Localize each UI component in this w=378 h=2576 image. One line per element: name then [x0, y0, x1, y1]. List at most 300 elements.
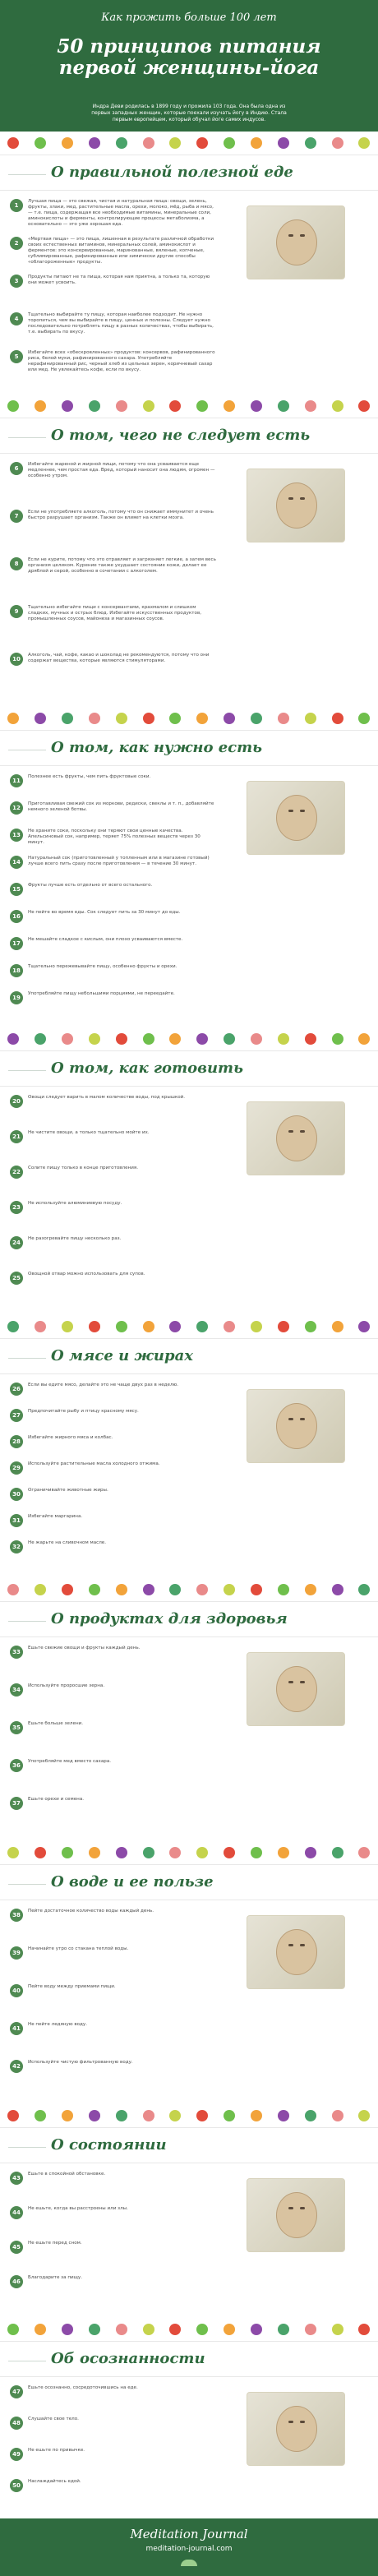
vegetable-icon [7, 2324, 19, 2335]
rule-text: Избегайте всех «обескровленных» продуктов: консервов, рафинированного риса, белой муки, рафинированного сахара. Употребляйте нерафинированный рис, черный хлеб из цельных зерен, коричневый сахар или мед. Не увлекайтесь кофе, если по вкусу. [28, 350, 215, 372]
vegetable-icon [169, 400, 181, 412]
vegetable-icon [278, 2324, 289, 2335]
section-title: О состоянии [51, 2136, 167, 2154]
vegetable-icon [196, 1847, 208, 1858]
rule-text: Не ешьте перед сном. [28, 2241, 82, 2246]
vegetable-icon [224, 400, 235, 412]
vegetable-icon [143, 2324, 154, 2335]
vegetable-icon [305, 713, 316, 724]
rule-number: 41 [10, 2022, 23, 2035]
vegetable-icon [116, 2324, 127, 2335]
rule-number: 6 [10, 462, 23, 475]
eye-right-icon [300, 2421, 305, 2423]
rule-number: 26 [10, 1383, 23, 1396]
vegetable-icon [251, 1847, 262, 1858]
rule-text: Используйте проросшие зерна. [28, 1683, 105, 1688]
rule-number: 13 [10, 829, 23, 842]
rule-number: 39 [10, 1946, 23, 1960]
rule-number: 38 [10, 1909, 23, 1922]
eye-right-icon [300, 234, 305, 237]
vegetable-icon [305, 2110, 316, 2121]
rule-number: 37 [10, 1797, 23, 1810]
rule-number: 4 [10, 312, 23, 325]
vegetable-icon [35, 1321, 46, 1332]
vegetable-icon [224, 713, 235, 724]
eye-left-icon [288, 234, 293, 237]
section-title: О правильной полезной еде [51, 164, 293, 181]
rule-text: Используйте чистую фильтрованную воду. [28, 2060, 133, 2065]
vegetable-icon [251, 2324, 262, 2335]
vegetable-icon [278, 1584, 289, 1595]
vegetable-icon [251, 1584, 262, 1595]
vegetable-icon [62, 137, 73, 149]
rule-number: 5 [10, 350, 23, 363]
rule-number: 24 [10, 1236, 23, 1249]
vegetable-icon [305, 1033, 316, 1045]
vegetable-icon [116, 400, 127, 412]
vegetable-icon [35, 400, 46, 412]
rule-number: 25 [10, 1272, 23, 1285]
vegetable-icon [7, 137, 19, 149]
vegetable-icon [332, 2110, 343, 2121]
section-header [0, 155, 378, 191]
footer-site: meditation-journal.com [145, 2545, 233, 2553]
vegetable-icon [35, 713, 46, 724]
eye-right-icon [300, 497, 305, 500]
vegetable-icon [116, 713, 127, 724]
rule-text: Не ешьте по привычке. [28, 2448, 85, 2453]
rule-text: Овощи следует варить в малом количестве воды, под крышкой. [28, 1095, 186, 1100]
section-header [0, 730, 378, 766]
rule-number: 19 [10, 991, 23, 1004]
vegetable-icon [196, 2324, 208, 2335]
rule-text: Не пейте во время еды. Сок следует пить за 30 минут до еды. [28, 910, 181, 915]
vegetable-icon [35, 1847, 46, 1858]
header-kicker: Как прожить больше 100 лет [101, 12, 277, 24]
rule-text: Ешьте осознанно, сосредоточившись на еде. [28, 2385, 138, 2390]
vegetable-icon [332, 713, 343, 724]
rule-text: Ешьте в спокойной обстановке. [28, 2172, 106, 2177]
vegetable-icon [143, 1584, 154, 1595]
divider [8, 174, 46, 175]
vegetable-icon-row [0, 2107, 378, 2124]
vegetable-icon [35, 2324, 46, 2335]
vegetable-icon [224, 2324, 235, 2335]
portrait-image [247, 469, 345, 542]
rule-text: Овощной отвар можно использовать для супов. [28, 1272, 145, 1276]
eye-right-icon [300, 1681, 305, 1683]
portrait-image [247, 781, 345, 855]
lotus-icon [181, 2560, 197, 2566]
rule-text: Не используйте алюминиевую посуду. [28, 1201, 122, 1206]
vegetable-icon-row [0, 135, 378, 151]
vegetable-icon [89, 713, 100, 724]
rule-text: Приготавливая свежий сок из моркови, редиски, свеклы и т. п., добавляйте немного зеленой ботвы. [28, 801, 214, 812]
vegetable-icon [251, 1321, 262, 1332]
face-icon [276, 482, 317, 529]
rule-text: Благодарите за пищу. [28, 2275, 82, 2280]
footer [0, 2518, 378, 2576]
divider [8, 1358, 46, 1359]
rule-number: 3 [10, 275, 23, 288]
vegetable-icon [196, 2110, 208, 2121]
eye-left-icon [288, 2207, 293, 2209]
rule-number: 20 [10, 1095, 23, 1108]
rule-number: 50 [10, 2479, 23, 2492]
rule-text: Употребляйте пищу небольшими порциями, не переедайте. [28, 991, 175, 996]
eye-right-icon [300, 2207, 305, 2209]
vegetable-icon [305, 1584, 316, 1595]
face-icon [276, 795, 317, 841]
rule-number: 47 [10, 2385, 23, 2398]
vegetable-icon [116, 1033, 127, 1045]
rule-text: Слушайте свое тело. [28, 2417, 79, 2421]
vegetable-icon [169, 1847, 181, 1858]
rule-text: Натуральный сок (приготовленный у топленным или в магазине готовый) лучше всего пить сразу после приготовления — в течение 30 минут. [28, 856, 210, 866]
rule-text: Продукты питают не та пища, которая нам приятна, а только та, которую они может усвоить. [28, 275, 210, 285]
rule-text: Употребляйте мед вместо сахара. [28, 1759, 112, 1764]
divider [8, 2147, 46, 2148]
rule-number: 48 [10, 2417, 23, 2430]
vegetable-icon [116, 2110, 127, 2121]
eye-left-icon [288, 1130, 293, 1133]
vegetable-icon [143, 1847, 154, 1858]
section-title: О воде и ее пользе [51, 1873, 214, 1890]
section-header [0, 1601, 378, 1637]
section-header [0, 1338, 378, 1374]
vegetable-icon [7, 1584, 19, 1595]
vegetable-icon [62, 1584, 73, 1595]
vegetable-icon [305, 400, 316, 412]
rule-text: Не жарьте на сливочном масле. [28, 1540, 106, 1545]
section-title: О том, как нужно есть [51, 739, 263, 756]
vegetable-icon [358, 2110, 370, 2121]
vegetable-icon [89, 2324, 100, 2335]
eye-left-icon [288, 1944, 293, 1946]
vegetable-icon [196, 1584, 208, 1595]
vegetable-icon [143, 1321, 154, 1332]
vegetable-icon [251, 1033, 262, 1045]
rule-text: Пейте воду между приемами пищи. [28, 1984, 116, 1989]
vegetable-icon [358, 1847, 370, 1858]
rule-number: 30 [10, 1488, 23, 1501]
rule-number: 42 [10, 2060, 23, 2073]
rule-text: Начинайте утро со стакана теплой воды. [28, 1946, 129, 1951]
vegetable-icon [62, 1033, 73, 1045]
vegetable-icon [278, 1847, 289, 1858]
section-title: Об осознанности [51, 2350, 205, 2367]
vegetable-icon [116, 1321, 127, 1332]
rule-number: 49 [10, 2448, 23, 2461]
vegetable-icon [169, 1321, 181, 1332]
rule-number: 21 [10, 1130, 23, 1143]
vegetable-icon [116, 137, 127, 149]
rule-text: Не храните соки, поскольку они теряют свои ценные качества. Апельсиновый сок, например, теряет 75% полезных веществ через 30 минут. [28, 829, 201, 845]
rule-text: Ешьте свежие овощи и фрукты каждый день. [28, 1646, 141, 1650]
vegetable-icon-row [0, 1318, 378, 1335]
portrait-image [247, 1101, 345, 1175]
vegetable-icon [278, 1321, 289, 1332]
vegetable-icon [358, 1033, 370, 1045]
vegetable-icon [358, 1321, 370, 1332]
section-title: О том, чего не следует есть [51, 427, 311, 444]
vegetable-icon [7, 400, 19, 412]
vegetable-icon-row [0, 1844, 378, 1861]
rule-number: 8 [10, 557, 23, 570]
rule-number: 22 [10, 1166, 23, 1179]
vegetable-icon-row [0, 1031, 378, 1047]
rule-number: 32 [10, 1540, 23, 1553]
vegetable-icon [62, 713, 73, 724]
vegetable-icon [116, 1584, 127, 1595]
rule-number: 18 [10, 964, 23, 977]
vegetable-icon [89, 137, 100, 149]
vegetable-icon [305, 137, 316, 149]
intro-text: Индра Деви родилась в 1899 году и прожила 103 года. Она была одна из первых западных женщин, которые поехали изучать йогу в Индию. Стала первым европейцем, который обучал йоге самих индусов. [91, 104, 287, 122]
vegetable-icon [89, 1033, 100, 1045]
vegetable-icon [169, 1033, 181, 1045]
rule-number: 46 [10, 2275, 23, 2288]
vegetable-icon [62, 2110, 73, 2121]
vegetable-icon [332, 1584, 343, 1595]
vegetable-icon [358, 2324, 370, 2335]
face-icon [276, 1115, 317, 1161]
section-header [0, 1050, 378, 1087]
section-header [0, 2127, 378, 2163]
vegetable-icon [332, 2324, 343, 2335]
divider [8, 437, 46, 438]
rule-number: 1 [10, 199, 23, 212]
rule-text: Если вы едите мясо, делайте это не чаще двух раз в неделю. [28, 1383, 179, 1387]
portrait-image [247, 1652, 345, 1726]
rule-number: 28 [10, 1435, 23, 1448]
eye-right-icon [300, 810, 305, 812]
eye-left-icon [288, 2421, 293, 2423]
vegetable-icon [7, 1847, 19, 1858]
rule-text: Не пейте ледяную воду. [28, 2022, 88, 2027]
rule-number: 27 [10, 1409, 23, 1422]
rule-text: Не разогревайте пищу несколько раз. [28, 1236, 122, 1241]
divider [8, 1884, 46, 1885]
vegetable-icon [251, 2110, 262, 2121]
rule-number: 12 [10, 801, 23, 815]
rule-text: Тщательно избегайте пищи с консервантами, крахмалом и слишком сладких, мучных и острых блюд. Избегайте искусственных продуктов, промышленных соусов, майонеза и магазинных соусов. [28, 605, 202, 621]
rule-number: 7 [10, 510, 23, 523]
vegetable-icon [358, 713, 370, 724]
vegetable-icon [358, 1584, 370, 1595]
vegetable-icon [169, 713, 181, 724]
vegetable-icon [358, 400, 370, 412]
vegetable-icon [169, 2110, 181, 2121]
rule-text: Не мешайте сладкое с кислым, они плохо усваиваются вместе. [28, 937, 183, 942]
vegetable-icon [224, 137, 235, 149]
eye-right-icon [300, 1130, 305, 1133]
vegetable-icon-row [0, 2321, 378, 2338]
rule-number: 9 [10, 605, 23, 618]
rule-text: Не ешьте, когда вы расстроены или злы. [28, 2206, 128, 2211]
vegetable-icon [169, 137, 181, 149]
vegetable-icon [196, 137, 208, 149]
rule-number: 14 [10, 856, 23, 869]
rule-number: 10 [10, 653, 23, 666]
vegetable-icon [196, 400, 208, 412]
vegetable-icon [196, 1321, 208, 1332]
vegetable-icon [7, 1033, 19, 1045]
vegetable-icon [89, 1847, 100, 1858]
eye-right-icon [300, 1418, 305, 1420]
rule-number: 35 [10, 1721, 23, 1734]
vegetable-icon-row [0, 710, 378, 727]
rule-text: Избегайте жирного мяса и колбас. [28, 1435, 113, 1440]
rule-number: 40 [10, 1984, 23, 1997]
rule-text: Тщательно выбирайте ту пищу, которая наиболее подходит. Не нужно торопиться, чем вы выбирайте в пищу, ценных и полезны. Следует нужно последовательно потреблять пищу в разных количествах, чтобы выбирать, т.е. выбирать по вкусу. [28, 312, 214, 335]
portrait-image [247, 205, 345, 279]
rule-text: Избегайте маргарина. [28, 1514, 83, 1519]
eye-left-icon [288, 1681, 293, 1683]
vegetable-icon [278, 713, 289, 724]
rule-text: Используйте растительные масла холодного отжима. [28, 1461, 160, 1466]
vegetable-icon [7, 2110, 19, 2121]
rule-text: Не чистите овощи, а только тщательно мойте их. [28, 1130, 150, 1135]
vegetable-icon [62, 2324, 73, 2335]
rule-number: 43 [10, 2172, 23, 2185]
divider [8, 1070, 46, 1071]
rule-number: 45 [10, 2241, 23, 2254]
vegetable-icon [332, 1033, 343, 1045]
rule-number: 2 [10, 237, 23, 250]
rule-text: Если не употребляете алкоголь, потому что он снижает иммунитет и очень быстро разрушает организм. Также он влияет на клетки мозга. [28, 510, 214, 520]
vegetable-icon [224, 1321, 235, 1332]
rule-text: Ешьте орехи и семена. [28, 1797, 85, 1802]
rule-number: 33 [10, 1646, 23, 1659]
vegetable-icon [196, 713, 208, 724]
vegetable-icon [305, 1847, 316, 1858]
vegetable-icon [143, 137, 154, 149]
eye-left-icon [288, 810, 293, 812]
section-header [0, 1864, 378, 1900]
vegetable-icon [224, 1584, 235, 1595]
vegetable-icon [169, 2324, 181, 2335]
vegetable-icon [332, 137, 343, 149]
header-banner [0, 0, 378, 132]
face-icon [276, 1403, 317, 1449]
face-icon [276, 1666, 317, 1712]
rule-text: Солите пищу только в конце приготовления. [28, 1166, 138, 1170]
vegetable-icon [89, 1321, 100, 1332]
rule-text: Ограничивайте животные жиры. [28, 1488, 108, 1493]
rule-text: Тщательно пережевывайте пищу, особенно фрукты и орехи. [28, 964, 177, 969]
face-icon [276, 219, 317, 265]
face-icon [276, 2406, 317, 2452]
vegetable-icon [305, 2324, 316, 2335]
vegetable-icon [196, 1033, 208, 1045]
vegetable-icon [116, 1847, 127, 1858]
vegetable-icon [35, 1033, 46, 1045]
portrait-image [247, 2392, 345, 2466]
vegetable-icon [143, 1033, 154, 1045]
rule-text: Ешьте больше зелени. [28, 1721, 84, 1726]
rule-text: Фрукты лучше есть отдельно от всего остального. [28, 883, 153, 888]
rule-text: Полезнее есть фрукты, чем пить фруктовые соки. [28, 774, 151, 779]
rule-text: Предпочитайте рыбу и птицу красному мясу. [28, 1409, 139, 1414]
page-title: 50 принципов питания первой женщины-йога [57, 35, 321, 79]
face-icon [276, 1929, 317, 1975]
vegetable-icon [35, 137, 46, 149]
portrait-image [247, 1389, 345, 1463]
vegetable-icon [251, 137, 262, 149]
vegetable-icon [358, 137, 370, 149]
vegetable-icon-row [0, 1581, 378, 1598]
rule-text: Избегайте жареной и жирной пищи, потому что она усваивается еще медленнее, чем простая еда. Вред, который наносит она людям, огромен — особенно утром. [28, 462, 215, 478]
section-title: О том, как готовить [51, 1059, 243, 1077]
footer-logo: Meditation Journal [130, 2527, 248, 2541]
rule-text: Если не курите, потому что это отравляет и загрязняет легкие, а затем весь организм целиком. Курение также ухудшает состояние кожи, делает ее дряблой и серой, особенно в сочетании с алкоголем. [28, 557, 216, 574]
rule-number: 17 [10, 937, 23, 950]
vegetable-icon [143, 2110, 154, 2121]
vegetable-icon [89, 1584, 100, 1595]
vegetable-icon [7, 713, 19, 724]
vegetable-icon [278, 2110, 289, 2121]
face-icon [276, 2192, 317, 2238]
eye-right-icon [300, 1944, 305, 1946]
vegetable-icon [62, 1321, 73, 1332]
vegetable-icon [278, 137, 289, 149]
vegetable-icon [332, 400, 343, 412]
rule-text: Лучшая пища — это свежая, чистая и натуральная пища: овощи, зелень, фрукты, злаки, мед, растительные масла, орехи, молоко, мёд, рыба и мясо, — т.е. пища, содержащая все необходимые витамины, минеральные соли, аминокислоты и ферменты, контролирующие процессы метаболизма, а основательно — это уже хорошая еда. [28, 199, 214, 227]
section-title: О мясе и жирах [51, 1347, 193, 1364]
divider [8, 1621, 46, 1622]
vegetable-icon [35, 1584, 46, 1595]
vegetable-icon [251, 713, 262, 724]
section-header [0, 418, 378, 454]
portrait-image [247, 1915, 345, 1989]
rule-number: 23 [10, 1201, 23, 1214]
vegetable-icon [278, 1033, 289, 1045]
eye-left-icon [288, 497, 293, 500]
vegetable-icon [143, 713, 154, 724]
rule-text: Алкоголь, чай, кофе, какао и шоколад не рекомендуются, потому что они содержат вещества, которые являются стимуляторами. [28, 653, 210, 663]
rule-number: 11 [10, 774, 23, 787]
rule-number: 34 [10, 1683, 23, 1697]
rule-number: 36 [10, 1759, 23, 1772]
vegetable-icon [224, 1033, 235, 1045]
rule-text: «Мертвая пища» — это пища, лишенная в результате различной обработки своих естественных витаминов, минеральных солей, аминокислот и ферментов: это консервированные, маринованные, вяленые, копченые, сублимированные, рафинированные или химически другие способы «облагороженные» продукты. [28, 237, 214, 265]
vegetable-icon [89, 2110, 100, 2121]
vegetable-icon [224, 1847, 235, 1858]
vegetable-icon [278, 400, 289, 412]
vegetable-icon [251, 400, 262, 412]
rule-number: 16 [10, 910, 23, 923]
vegetable-icon [89, 400, 100, 412]
vegetable-icon [305, 1321, 316, 1332]
section-title: О продуктах для здоровья [51, 1610, 288, 1627]
section-header [0, 2341, 378, 2377]
vegetable-icon [332, 1847, 343, 1858]
vegetable-icon-row [0, 398, 378, 414]
vegetable-icon [169, 1584, 181, 1595]
vegetable-icon [7, 1321, 19, 1332]
vegetable-icon [143, 400, 154, 412]
rule-number: 44 [10, 2206, 23, 2219]
vegetable-icon [224, 2110, 235, 2121]
vegetable-icon [332, 1321, 343, 1332]
portrait-image [247, 2178, 345, 2252]
rule-number: 15 [10, 883, 23, 896]
eye-left-icon [288, 1418, 293, 1420]
rule-text: Наслаждайтесь едой. [28, 2479, 81, 2484]
vegetable-icon [62, 1847, 73, 1858]
rule-number: 29 [10, 1461, 23, 1475]
